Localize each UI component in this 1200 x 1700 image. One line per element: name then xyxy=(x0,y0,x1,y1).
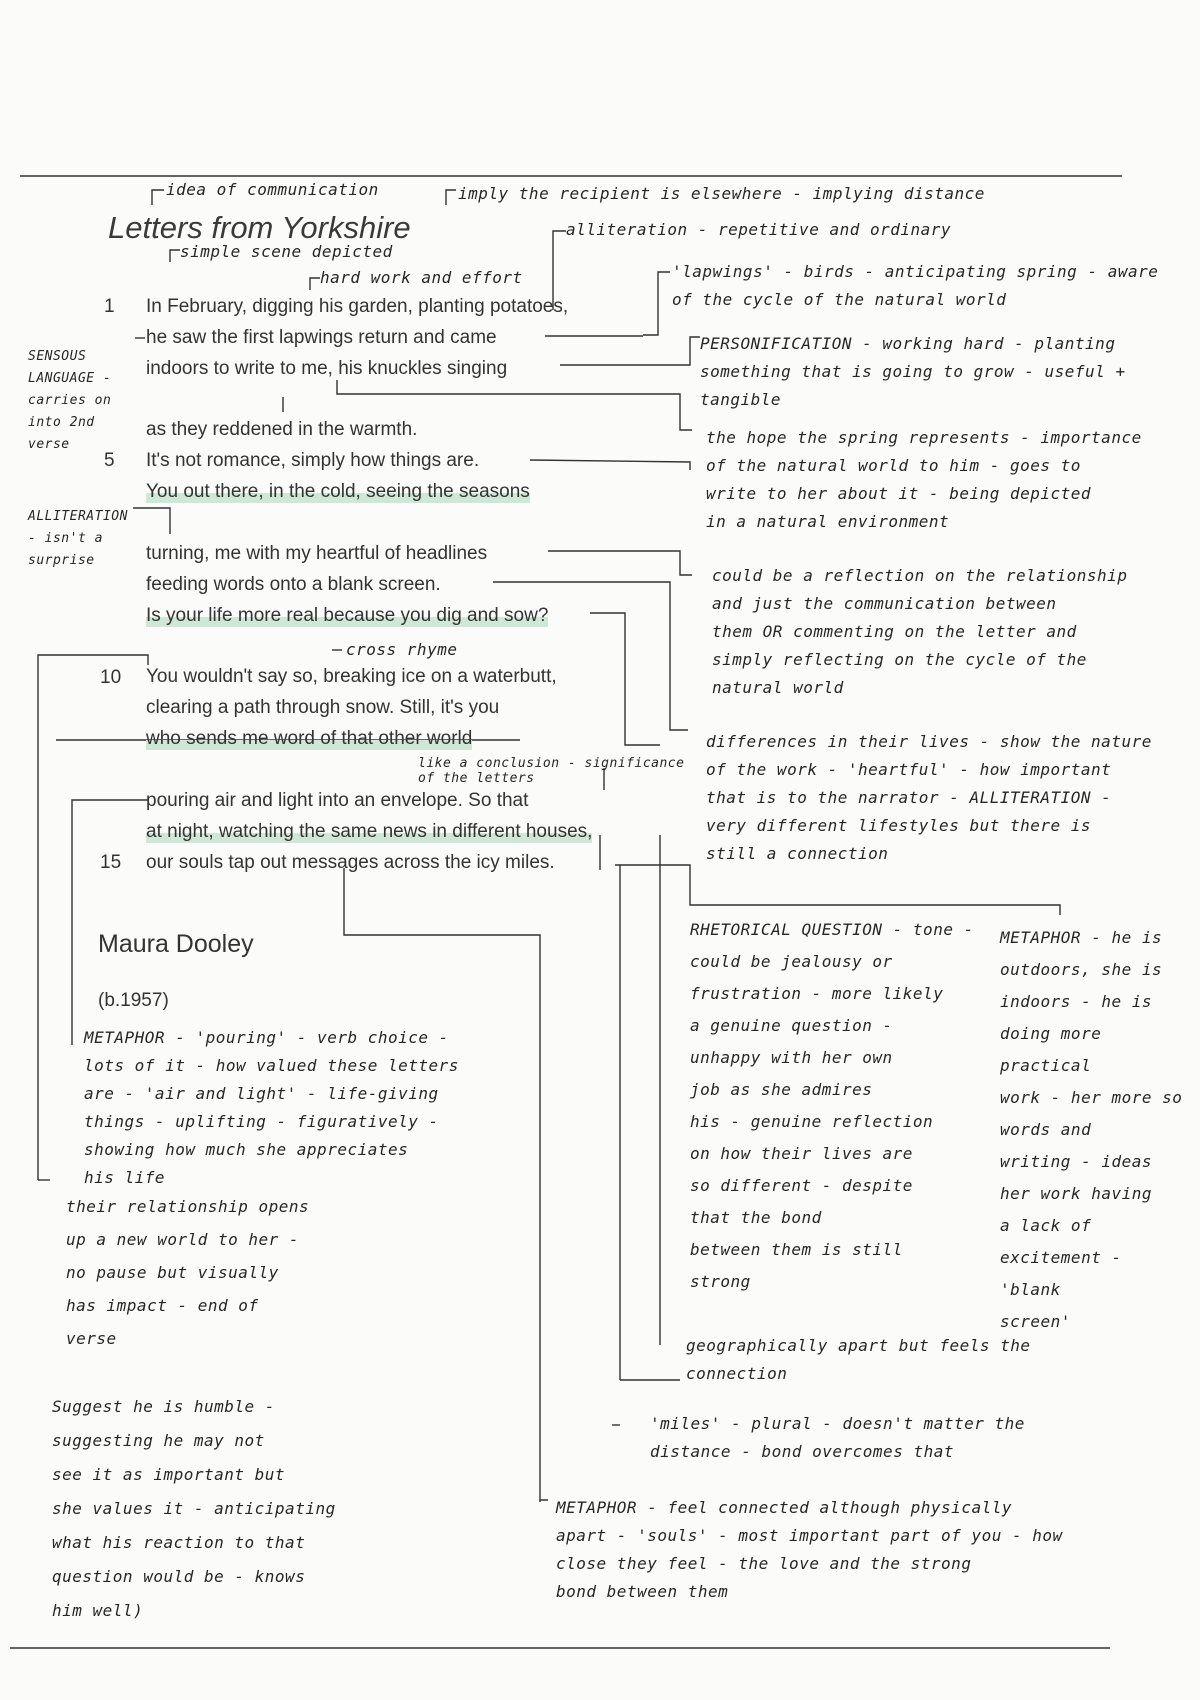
poem-line: It's not romance, simply how things are. xyxy=(146,450,480,471)
poem-line: pouring air and light into an envelope. So that xyxy=(146,790,529,811)
poem-title: Letters from Yorkshire xyxy=(108,210,411,245)
annotation-lapwings: 'lapwings' - birds - anticipating spring - aware of the cycle of the natural world xyxy=(672,262,1159,309)
poem-line: clearing a path through snow. Still, it's you xyxy=(146,697,500,718)
annotation-rhetorical-question: RHETORICAL QUESTION - tone - could be jealousy or frustration - more likely a genuine question - unhappy with her own job as she admires his - genuine reflection on how their lives are so different - despite that the bond between them is still strong xyxy=(690,920,974,1291)
poem-line: who sends me word of that other world xyxy=(146,728,473,749)
poem-line: You out there, in the cold, seeing the seasons xyxy=(146,481,530,502)
annotation-hard-work: hard work and effort xyxy=(320,268,523,287)
annotation-imply-recipient: imply the recipient is elsewhere - implying distance xyxy=(458,184,985,203)
poem-line: he saw the first lapwings return and came xyxy=(146,327,497,348)
poem-line: In February, digging his garden, planting potatoes, xyxy=(146,296,569,317)
annotation-idea-communication: idea of communication xyxy=(166,180,379,199)
annotation-reflection: could be a reflection on the relationship and just the communication between them OR commenting on the letter and simply reflecting on the cycle of the natural world xyxy=(712,566,1128,697)
annotation-personification: PERSONIFICATION - working hard - planting something that is going to grow - useful + tangible xyxy=(700,334,1126,409)
annotation-humble: Suggest he is humble - suggesting he may not see it as important but she values it - anticipating what his reaction to that question would be - knows him well) xyxy=(52,1397,336,1620)
annotation-alliteration-top: alliteration - repetitive and ordinary xyxy=(566,220,952,239)
annotation-miles: 'miles' - plural - doesn't matter the distance - bond overcomes that xyxy=(650,1414,1025,1461)
annotation-sensous-language: SENSOUS LANGUAGE - carries on into 2nd verse xyxy=(28,349,112,452)
line-number: 5 xyxy=(104,450,115,471)
poem-author: Maura Dooley xyxy=(98,930,254,958)
annotation-differences: differences in their lives - show the nature of the work - 'heartful' - how important that is to the narrator - ALLITERATION - very different lifestyles but there is still a connection xyxy=(706,732,1152,863)
line-number: 15 xyxy=(100,852,122,873)
author-birth-year: (b.1957) xyxy=(98,990,169,1011)
poem-line: Is your life more real because you dig and sow? xyxy=(146,605,549,626)
annotation-alliteration-left: ALLITERATION - isn't a surprise xyxy=(28,509,128,568)
line-number: 1 xyxy=(104,296,115,317)
poem-line: as they reddened in the warmth. xyxy=(146,419,418,440)
annotation-relationship-opens: their relationship opens up a new world to her - no pause but visually has impact - end of verse xyxy=(66,1197,310,1348)
poem-line: You wouldn't say so, breaking ice on a waterbutt, xyxy=(146,666,557,687)
poem-line: turning, me with my heartful of headlines xyxy=(146,543,488,564)
annotation-metaphor-pouring: METAPHOR - 'pouring' - verb choice - lots of it - how valued these letters are - 'air and light' - life-giving things - uplifting - figuratively - showing how much she appreciates his life xyxy=(84,1028,459,1187)
annotation-cross-rhyme: cross rhyme xyxy=(346,640,458,659)
poem-line: feeding words onto a blank screen. xyxy=(146,574,441,595)
poem-line: indoors to write to me, his knuckles singing xyxy=(146,358,508,379)
annotation-hope-spring: the hope the spring represents - importance of the natural world to him - goes to write to her about it - being depicted in a natural environment xyxy=(706,428,1142,531)
annotation-simple-scene: simple scene depicted xyxy=(180,242,393,261)
poem-line: our souls tap out messages across the icy miles. xyxy=(146,852,555,873)
line-number: 10 xyxy=(100,667,122,688)
annotation-metaphor-souls: METAPHOR - feel connected although physically apart - 'souls' - most important part of you - how close they feel - the love and the strong bond between them xyxy=(556,1498,1063,1601)
annotation-metaphor-indoors: METAPHOR - he is outdoors, she is indoors - he is doing more practical work - her more so words and writing - ideas her work having a lack of excitement - 'blank screen' xyxy=(1000,928,1183,1331)
annotation-geographically: geographically apart but feels the connection xyxy=(686,1336,1031,1383)
poem-line: at night, watching the same news in different houses, xyxy=(146,821,593,842)
annotation-conclusion: like a conclusion - significance of the letters xyxy=(418,756,685,786)
